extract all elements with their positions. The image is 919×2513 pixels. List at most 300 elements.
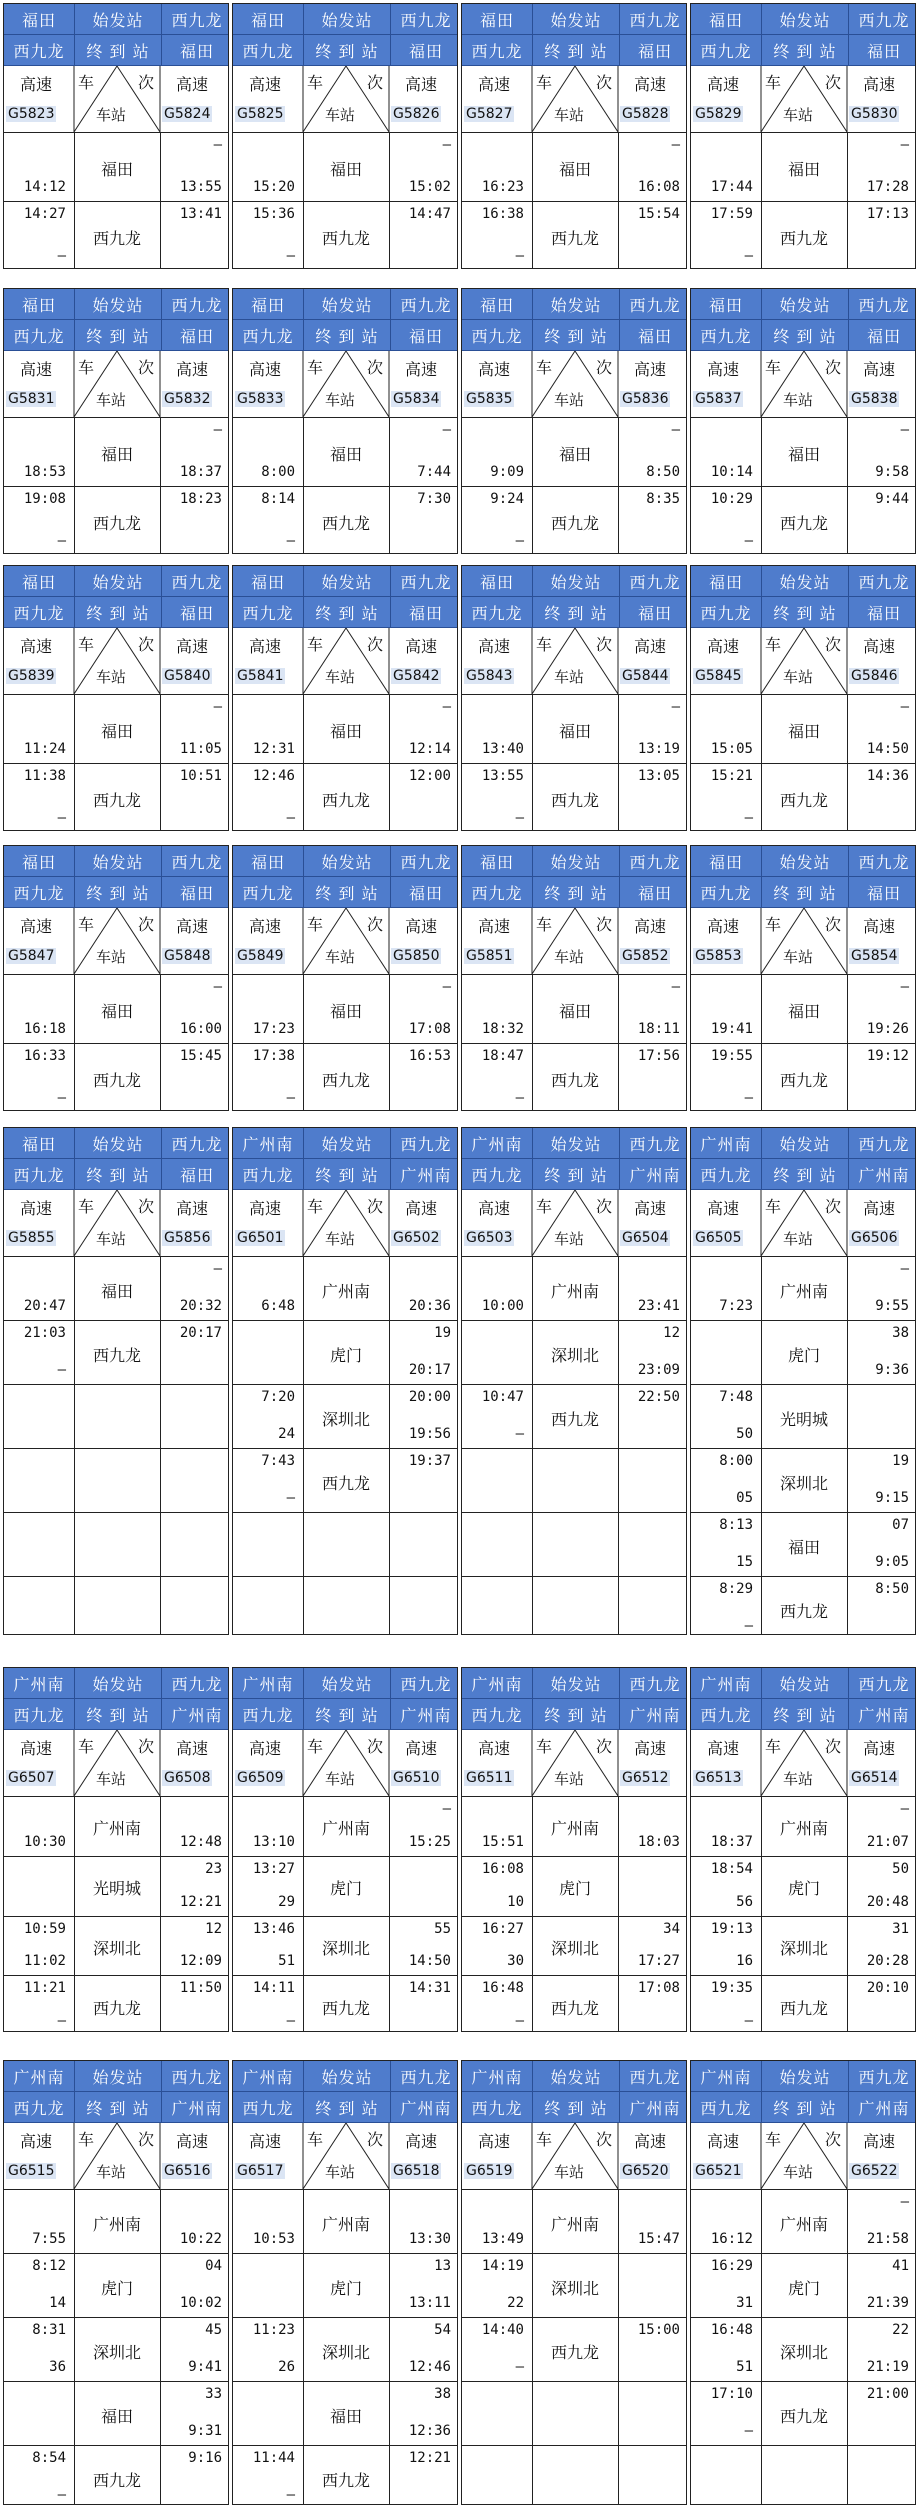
col-divider: [389, 764, 390, 831]
ci-label: 次: [825, 73, 842, 92]
time-right-bottom: 12:46: [408, 2359, 451, 2375]
start-station-left: 福田: [708, 10, 743, 30]
time-left-bottom: 29: [278, 1893, 295, 1910]
time-left-bottom: 18:53: [23, 464, 66, 480]
time-left-top: 17:38: [252, 1048, 295, 1064]
ci-label: 次: [825, 635, 842, 654]
time-left-top: 10:47: [481, 1389, 524, 1405]
che-label: 车: [536, 1197, 553, 1216]
col-divider: [160, 1044, 161, 1111]
col-divider: [160, 487, 161, 554]
origin-label: 始发站: [532, 1128, 619, 1158]
train-number-left: G6521: [695, 2163, 742, 2179]
end-station-right: 福田: [390, 35, 458, 65]
header-row: [691, 1128, 915, 1159]
terminal-label: 终 到 站: [74, 1699, 161, 1729]
terminal-label: 终 到 站: [303, 877, 390, 907]
time-right-bottom: 15:02: [408, 179, 451, 195]
end-station-right: 广州南: [390, 2092, 458, 2122]
time-right-bottom: 18:37: [179, 464, 222, 480]
che-label: 车: [765, 2130, 782, 2149]
end-station-right: 福田: [848, 877, 916, 907]
che-label: 车: [307, 2130, 324, 2149]
speed-label-left: 高速: [478, 917, 511, 936]
end-station-left: 西九龙: [471, 883, 523, 903]
train-header: [462, 1730, 686, 1797]
station-row: [4, 1321, 228, 1385]
station-label: 车站: [325, 2163, 356, 2181]
time-right-top: —: [213, 699, 222, 715]
col-divider: [389, 1577, 390, 1635]
station-row: [462, 764, 686, 831]
col-divider: [389, 975, 390, 1043]
speed-label-left: 高速: [478, 1199, 511, 1218]
time-left-top: 12:46: [252, 768, 295, 784]
terminal-label: 终 到 站: [303, 1699, 390, 1729]
speed-label-right: 高速: [405, 2132, 438, 2151]
col-divider: [847, 2254, 848, 2317]
train-number-right: G5838: [851, 391, 898, 407]
station-row: [691, 1044, 915, 1111]
time-right-top: 18:23: [179, 491, 222, 507]
che-label: 车: [536, 2130, 553, 2149]
speed-label-right: 高速: [634, 2132, 667, 2151]
end-station-right: 福田: [390, 597, 458, 627]
time-left-bottom: —: [744, 2013, 753, 2029]
station-name: 深圳北: [321, 1409, 370, 1429]
header-row: [691, 1159, 915, 1190]
time-right-top: 14:36: [866, 768, 909, 784]
station-row: [233, 2382, 457, 2446]
time-left-bottom: —: [286, 248, 295, 264]
time-right-bottom: 12:48: [179, 1833, 222, 1850]
col-divider: [847, 1513, 848, 1576]
speed-label-left: 高速: [707, 1739, 740, 1758]
time-left-bottom: —: [57, 810, 66, 826]
terminal-label: 终 到 站: [74, 320, 161, 350]
start-station-left: 福田: [250, 572, 285, 592]
train-number-left: G5837: [695, 391, 742, 407]
time-right-top: —: [213, 422, 222, 438]
col-divider: [160, 1917, 161, 1976]
col-divider: [847, 975, 848, 1043]
train-number-right: G6510: [393, 1770, 440, 1786]
start-station-right: 西九龙: [390, 1668, 458, 1698]
station-row: [4, 1917, 228, 1977]
time-left-bottom: 51: [736, 2359, 753, 2375]
end-station-right: 广州南: [848, 1699, 916, 1729]
col-divider: [389, 133, 390, 201]
end-station-right: 福田: [619, 597, 687, 627]
terminal-label: 终 到 站: [761, 877, 848, 907]
end-station-right: 广州南: [161, 1699, 229, 1729]
station-name: 福田: [100, 2406, 133, 2426]
end-station-left: 西九龙: [13, 2098, 65, 2118]
station-label: 车站: [554, 1230, 585, 1248]
start-station-left: 福田: [479, 10, 514, 30]
station-row: [233, 1917, 457, 1977]
start-station-right: 西九龙: [848, 846, 916, 876]
time-left-bottom: 13:40: [481, 741, 524, 757]
col-divider: [160, 2382, 161, 2445]
time-left-top: 16:48: [710, 2322, 753, 2338]
header-row: [233, 1128, 457, 1159]
station-name: 虎门: [329, 1879, 362, 1899]
start-station-left: 广州南: [242, 2067, 294, 2087]
train-number-right: G5832: [164, 391, 211, 407]
station-name: 深圳北: [550, 1345, 599, 1365]
station-name: 光明城: [779, 1409, 828, 1429]
time-right-top: 19: [434, 1325, 451, 1341]
col-divider: [618, 2382, 619, 2445]
terminal-label: 终 到 站: [74, 35, 161, 65]
ci-label: 次: [138, 2130, 155, 2149]
col-divider: [847, 2190, 848, 2253]
time-left-bottom: —: [286, 1090, 295, 1106]
col-divider: [847, 133, 848, 201]
train-number-left: G5851: [466, 948, 513, 964]
station-label: 车站: [325, 106, 356, 124]
train-number-right: G6512: [622, 1770, 669, 1786]
terminal-label: 终 到 站: [761, 35, 848, 65]
start-station-left: 福田: [21, 852, 56, 872]
ci-label: 次: [367, 915, 384, 934]
station-row: [233, 418, 457, 487]
end-station-left: 西九龙: [13, 1705, 65, 1725]
time-left-bottom: 6:48: [261, 1298, 295, 1314]
station-name: 广州南: [550, 2214, 599, 2234]
station-name: 深圳北: [779, 1938, 828, 1958]
station-row: [462, 1449, 686, 1513]
time-left-bottom: —: [515, 248, 524, 264]
start-station-right: 西九龙: [390, 4, 458, 34]
train-number-right: G5830: [851, 106, 898, 122]
start-station-right: 西九龙: [619, 1128, 687, 1158]
time-left-bottom: 51: [278, 1953, 295, 1970]
time-left-top: 8:14: [261, 491, 295, 507]
time-right-top: 22: [892, 2322, 909, 2338]
timetable-card: [232, 1127, 458, 1635]
station-row: [233, 2254, 457, 2318]
col-divider: [847, 764, 848, 831]
col-divider: [618, 975, 619, 1043]
station-row: [4, 133, 228, 202]
time-right-top: 20:10: [866, 1980, 909, 1997]
speed-label-left: 高速: [249, 1199, 282, 1218]
header-row: [233, 35, 457, 66]
time-right-top: 07: [892, 1517, 909, 1533]
time-left-top: 15:21: [710, 768, 753, 784]
end-station-right: 广州南: [848, 2092, 916, 2122]
time-left-top: 8:00: [719, 1453, 753, 1469]
ci-label: 次: [367, 358, 384, 377]
che-label: 车: [307, 73, 324, 92]
time-right-bottom: 18:03: [637, 1833, 680, 1850]
station-label: 车站: [783, 106, 814, 124]
time-left-bottom: —: [744, 1090, 753, 1106]
time-left-bottom: 10:30: [23, 1833, 66, 1850]
train-header: [691, 628, 915, 695]
station-row: [4, 202, 228, 269]
col-divider: [847, 695, 848, 763]
header-row: [233, 597, 457, 628]
station-label: 车站: [325, 948, 356, 966]
start-station-left: 广州南: [700, 2067, 752, 2087]
station-name: 虎门: [787, 1345, 820, 1365]
header-row: [233, 1159, 457, 1190]
station-name: 福田: [100, 445, 133, 464]
time-left-bottom: —: [286, 533, 295, 549]
col-divider: [847, 1321, 848, 1384]
time-left-bottom: 16: [736, 1953, 753, 1970]
col-divider: [74, 1385, 75, 1448]
terminal-label: 终 到 站: [303, 1159, 390, 1189]
station-name: 西九龙: [92, 791, 141, 810]
col-divider: [160, 2190, 161, 2253]
station-row: [691, 1385, 915, 1449]
timetable-card: [690, 565, 916, 831]
timetable-card: [232, 1667, 458, 2032]
speed-label-left: 高速: [249, 637, 282, 656]
col-divider: [618, 1797, 619, 1856]
col-divider: [160, 202, 161, 269]
time-right-top: 10:51: [179, 768, 222, 784]
time-right-bottom: 18:11: [637, 1021, 680, 1037]
time-left-bottom: —: [57, 1090, 66, 1106]
station-name: 深圳北: [779, 2342, 828, 2362]
time-right-bottom: 14:50: [866, 741, 909, 757]
station-row: [691, 2446, 915, 2505]
time-right-top: —: [671, 979, 680, 995]
terminal-label: 终 到 站: [532, 320, 619, 350]
speed-label-left: 高速: [707, 917, 740, 936]
col-divider: [303, 1513, 304, 1576]
col-divider: [389, 1857, 390, 1916]
col-divider: [389, 202, 390, 269]
col-divider: [160, 2318, 161, 2381]
col-divider: [160, 1513, 161, 1576]
station-name: 虎门: [329, 2278, 362, 2298]
col-divider: [618, 695, 619, 763]
time-right-top: 19: [892, 1453, 909, 1469]
origin-label: 始发站: [74, 1668, 161, 1698]
train-header: [691, 2123, 915, 2190]
station-name: 西九龙: [550, 2342, 599, 2362]
time-left-bottom: —: [744, 533, 753, 549]
time-right-bottom: 19:26: [866, 1021, 909, 1037]
start-station-right: 西九龙: [848, 1668, 916, 1698]
train-header: [462, 628, 686, 695]
time-left-bottom: —: [515, 1090, 524, 1106]
che-label: 车: [78, 915, 95, 934]
che-label: 车: [78, 635, 95, 654]
col-divider: [847, 202, 848, 269]
header-row: [4, 877, 228, 908]
start-station-right: 西九龙: [161, 2061, 229, 2091]
time-right-top: 34: [663, 1920, 680, 1937]
col-divider: [532, 2382, 533, 2445]
station-label: 车站: [325, 1230, 356, 1248]
start-station-right: 西九龙: [390, 846, 458, 876]
start-station-left: 福田: [479, 852, 514, 872]
terminal-label: 终 到 站: [303, 597, 390, 627]
station-row: [233, 2446, 457, 2505]
station-row: [233, 1321, 457, 1385]
time-right-top: 22:50: [637, 1389, 680, 1405]
time-right-top: 12:00: [408, 768, 451, 784]
time-right-top: —: [442, 422, 451, 438]
station-row: [4, 1449, 228, 1513]
origin-label: 始发站: [74, 4, 161, 34]
timetable-card: [461, 288, 687, 554]
station-name: 福田: [558, 445, 591, 464]
start-station-right: 西九龙: [848, 1128, 916, 1158]
time-left-bottom: 50: [736, 1426, 753, 1442]
timetable-card: [690, 1127, 916, 1635]
col-divider: [847, 1857, 848, 1916]
col-divider: [532, 1577, 533, 1635]
time-right-bottom: 8:50: [646, 464, 680, 480]
header-row: [691, 566, 915, 597]
col-divider: [618, 1513, 619, 1576]
start-station-left: 广州南: [471, 2067, 523, 2087]
station-row: [691, 1513, 915, 1577]
header-row: [691, 35, 915, 66]
time-right-bottom: 20:28: [866, 1953, 909, 1970]
time-right-bottom: 23:09: [637, 1362, 680, 1378]
timetable-card: [461, 3, 687, 269]
station-name: 西九龙: [321, 229, 370, 248]
header-row: [462, 1668, 686, 1699]
station-label: 车站: [96, 2163, 127, 2181]
time-right-bottom: 12:36: [408, 2423, 451, 2439]
end-station-right: 福田: [161, 877, 229, 907]
origin-label: 始发站: [532, 4, 619, 34]
station-row: [462, 133, 686, 202]
end-station-right: 广州南: [619, 2092, 687, 2122]
train-number-right: G6518: [393, 2163, 440, 2179]
station-name: 虎门: [100, 2278, 133, 2298]
train-number-left: G6503: [466, 1230, 513, 1246]
start-station-left: 广州南: [471, 1674, 523, 1694]
station-name: 广州南: [92, 1819, 141, 1839]
station-row: [691, 1321, 915, 1385]
station-row: [233, 1976, 457, 2032]
train-number-left: G5835: [466, 391, 513, 407]
time-left-bottom: —: [57, 533, 66, 549]
time-left-bottom: —: [286, 1490, 295, 1506]
timetable-card: [3, 1127, 229, 1635]
speed-label-left: 高速: [20, 2132, 53, 2151]
end-station-right: 广州南: [619, 1159, 687, 1189]
time-left-top: 7:48: [719, 1389, 753, 1405]
end-station-right: 广州南: [161, 2092, 229, 2122]
train-number-right: G6522: [851, 2163, 898, 2179]
end-station-left: 西九龙: [700, 1165, 752, 1185]
timetable-card: [461, 845, 687, 1111]
train-number-left: G5823: [8, 106, 55, 122]
col-divider: [618, 2318, 619, 2381]
ci-label: 次: [825, 915, 842, 934]
time-left-bottom: 22: [507, 2295, 524, 2311]
col-divider: [618, 1321, 619, 1384]
speed-label-left: 高速: [20, 1199, 53, 1218]
time-right-top: 19:37: [408, 1453, 451, 1469]
time-left-bottom: 16:18: [23, 1021, 66, 1037]
time-left-bottom: 15:05: [710, 741, 753, 757]
time-right-bottom: 9:36: [875, 1362, 909, 1378]
time-left-bottom: 11:02: [23, 1953, 66, 1970]
station-row: [233, 1385, 457, 1449]
end-station-left: 西九龙: [13, 883, 65, 903]
station-row: [4, 1044, 228, 1111]
station-row: [4, 1577, 228, 1635]
time-left-bottom: 8:00: [261, 464, 295, 480]
header-row: [4, 2092, 228, 2123]
station-name: 西九龙: [550, 1409, 599, 1429]
train-header: [691, 66, 915, 133]
train-number-left: G5853: [695, 948, 742, 964]
header-row: [691, 4, 915, 35]
end-station-right: 广州南: [390, 1159, 458, 1189]
ci-label: 次: [138, 1737, 155, 1756]
train-number-left: G6505: [695, 1230, 742, 1246]
origin-label: 始发站: [761, 1128, 848, 1158]
time-right-top: —: [900, 1801, 909, 1817]
col-divider: [847, 418, 848, 486]
header-row: [233, 320, 457, 351]
time-left-top: 19:55: [710, 1048, 753, 1064]
terminal-label: 终 到 站: [761, 1159, 848, 1189]
time-right-top: 13:05: [637, 768, 680, 784]
station-name: 西九龙: [779, 229, 828, 248]
time-right-bottom: 9:55: [875, 1298, 909, 1314]
end-station-left: 西九龙: [242, 2098, 294, 2118]
time-right-bottom: 16:00: [179, 1021, 222, 1037]
train-header: [4, 1730, 228, 1797]
train-number-right: G5844: [622, 668, 669, 684]
origin-label: 始发站: [74, 1128, 161, 1158]
ci-label: 次: [825, 1737, 842, 1756]
train-number-right: G6516: [164, 2163, 211, 2179]
station-row: [4, 2318, 228, 2382]
time-left-bottom: —: [286, 2013, 295, 2029]
time-left-top: 16:38: [481, 206, 524, 222]
header-row: [691, 2061, 915, 2092]
col-divider: [389, 695, 390, 763]
station-name: 西九龙: [321, 1071, 370, 1090]
train-header: [233, 2123, 457, 2190]
time-right-bottom: 13:19: [637, 741, 680, 757]
time-left-top: 19:08: [23, 491, 66, 507]
ci-label: 次: [367, 73, 384, 92]
che-label: 车: [536, 915, 553, 934]
station-row: [462, 1385, 686, 1449]
time-left-top: 13:27: [252, 1860, 295, 1877]
station-row: [691, 1449, 915, 1513]
time-left-bottom: —: [515, 2359, 524, 2375]
station-label: 车站: [554, 948, 585, 966]
train-header: [4, 351, 228, 418]
header-row: [4, 846, 228, 877]
station-row: [691, 1857, 915, 1917]
time-left-bottom: 10:00: [481, 1298, 524, 1314]
station-row: [4, 2382, 228, 2446]
train-header: [691, 908, 915, 975]
ci-label: 次: [138, 358, 155, 377]
col-divider: [847, 1917, 848, 1976]
time-left-bottom: 16:12: [710, 2231, 753, 2247]
